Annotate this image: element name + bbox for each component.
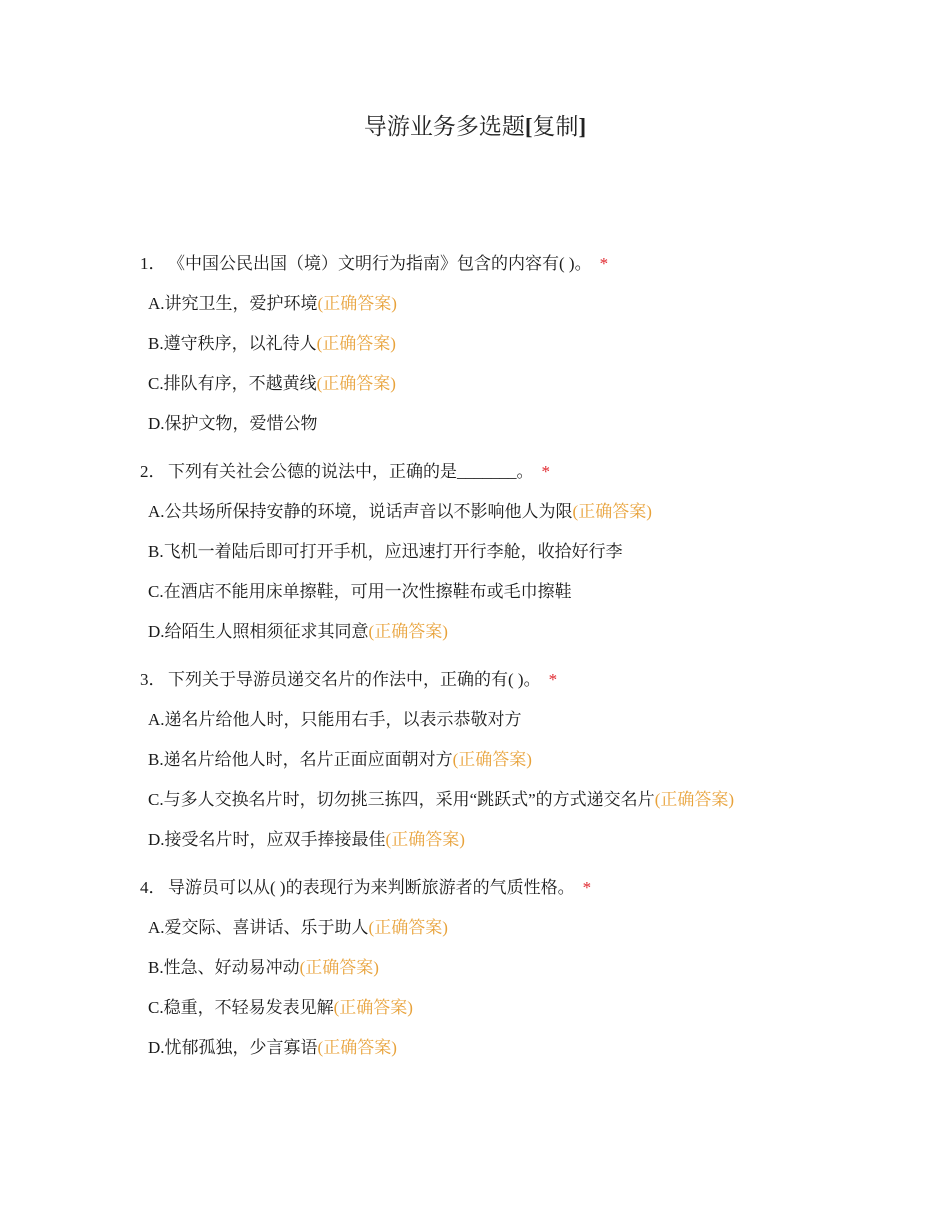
correct-answer-tag: (正确答案): [385, 830, 465, 849]
required-mark: *: [582, 878, 592, 897]
question-number: 4．: [140, 878, 166, 897]
option-text: A.爱交际、喜讲话、乐于助人: [148, 918, 369, 937]
option-list: [148, 498, 920, 646]
option-d: [148, 826, 920, 854]
correct-answer-tag: (正确答案): [333, 998, 413, 1017]
option-text: C.与多人交换名片时，切勿挑三拣四，采用“跳跃式”的方式递交名片: [148, 790, 655, 809]
question-stem: [140, 666, 920, 694]
question-number: 3．: [140, 670, 166, 689]
title-suffix: 复制: [532, 114, 579, 139]
document-title: [0, 112, 950, 142]
required-mark: *: [541, 462, 550, 481]
option-b: [148, 538, 920, 566]
correct-answer-tag: (正确答案): [654, 790, 735, 809]
question-text: 下列有关社会公德的说法中，正确的是_______。: [168, 462, 534, 481]
option-text: C.排队有序，不越黄线: [148, 374, 317, 393]
option-b: [148, 330, 920, 358]
question-text: 导游员可以从( )的表现行为来判断旅游者的气质性格。: [168, 878, 575, 897]
question-text: 《中国公民出国（境）文明行为指南》包含的内容有( )。: [168, 254, 592, 273]
correct-answer-tag: (正确答案): [572, 502, 652, 521]
option-c: [148, 994, 920, 1022]
option-text: B.遵守秩序，以礼待人: [148, 334, 317, 353]
title-open-bracket: [: [524, 114, 533, 139]
question-number: 1．: [140, 254, 166, 273]
option-d: [148, 1034, 920, 1062]
option-text: D.给陌生人照相须征求其同意: [148, 622, 369, 641]
question-number: 2．: [140, 462, 166, 481]
question-3: [140, 666, 920, 854]
correct-answer-tag: (正确答案): [368, 622, 448, 641]
option-text: C.在酒店不能用床单擦鞋，可用一次性擦鞋布或毛巾擦鞋: [148, 582, 572, 601]
question-text: 下列关于导游员递交名片的作法中，正确的有( )。: [168, 670, 541, 689]
title-main: 导游业务多选题: [363, 114, 525, 139]
option-d: [148, 410, 920, 438]
option-d: [148, 618, 920, 646]
question-stem: [140, 458, 920, 486]
question-list: [140, 250, 920, 1082]
option-text: B.递名片给他人时，名片正面应面朝对方: [148, 750, 453, 769]
option-a: [148, 706, 920, 734]
option-text: C.稳重，不轻易发表见解: [148, 998, 334, 1017]
required-mark: *: [599, 254, 609, 273]
option-a: [148, 498, 920, 526]
question-stem: [140, 250, 920, 278]
option-text: A.递名片给他人时，只能用右手，以表示恭敬对方: [148, 710, 522, 729]
option-a: [148, 290, 920, 318]
question-2: [140, 458, 920, 646]
title-close-bracket: ]: [578, 114, 587, 139]
question-1: [140, 250, 920, 438]
option-list: [148, 290, 920, 438]
option-a: [148, 914, 920, 942]
question-4: [140, 874, 920, 1062]
option-b: [148, 746, 920, 774]
option-text: D.忧郁孤独，少言寡语: [148, 1038, 318, 1057]
option-c: [148, 786, 920, 814]
correct-answer-tag: (正确答案): [316, 374, 396, 393]
correct-answer-tag: (正确答案): [317, 294, 397, 313]
option-c: [148, 370, 920, 398]
option-text: B.飞机一着陆后即可打开手机，应迅速打开行李舱，收拾好行李: [148, 542, 623, 561]
option-text: A.讲究卫生，爱护环境: [148, 294, 318, 313]
option-text: B.性急、好动易冲动: [148, 958, 300, 977]
correct-answer-tag: (正确答案): [299, 958, 379, 977]
correct-answer-tag: (正确答案): [368, 918, 448, 937]
option-c: [148, 578, 920, 606]
question-stem: [140, 874, 920, 902]
option-text: D.保护文物，爱惜公物: [148, 414, 318, 433]
option-text: A.公共场所保持安静的环境，说话声音以不影响他人为限: [148, 502, 573, 521]
correct-answer-tag: (正确答案): [452, 750, 532, 769]
option-b: [148, 954, 920, 982]
required-mark: *: [548, 670, 558, 689]
option-list: [148, 706, 920, 854]
option-text: D.接受名片时，应双手捧接最佳: [148, 830, 386, 849]
correct-answer-tag: (正确答案): [316, 334, 396, 353]
correct-answer-tag: (正确答案): [317, 1038, 397, 1057]
option-list: [148, 914, 920, 1062]
